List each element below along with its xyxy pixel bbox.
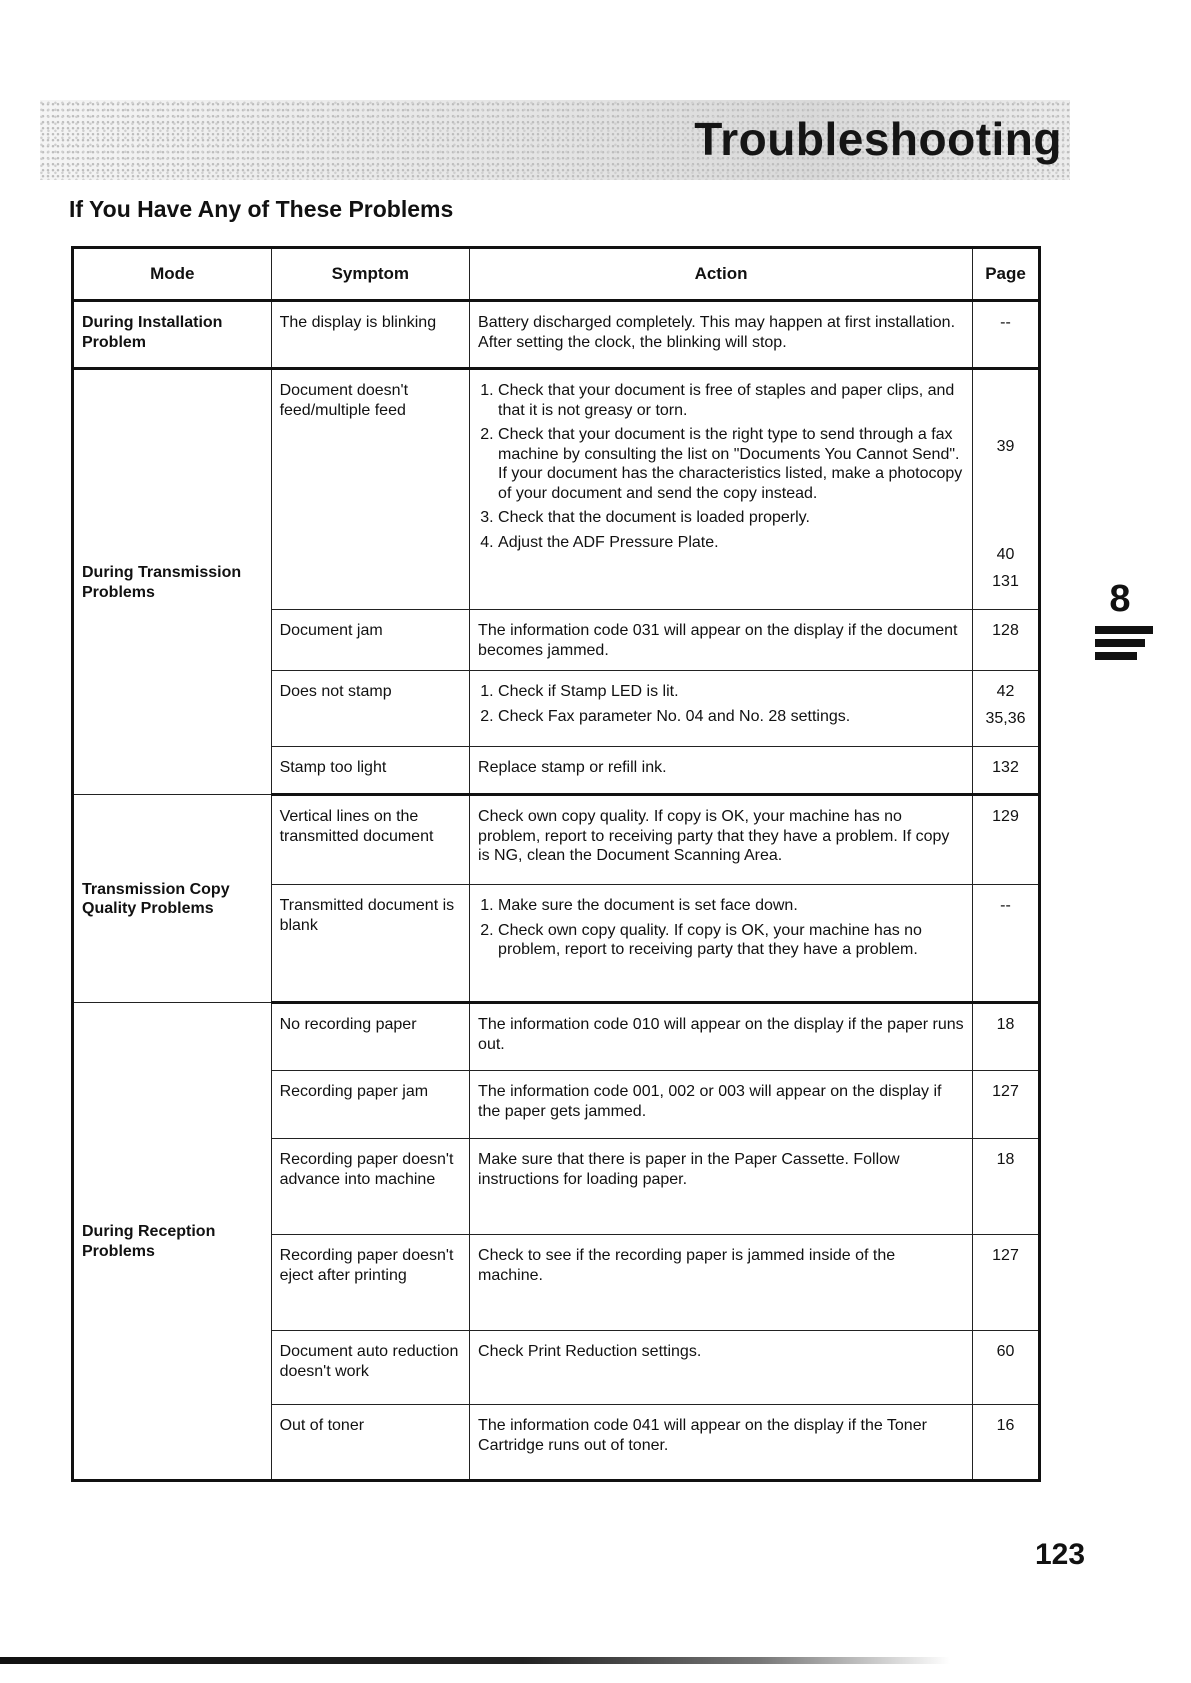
page-number: 123: [1035, 1538, 1086, 1571]
table-row: [73, 795, 1040, 885]
section-tab: [1095, 578, 1165, 660]
page-cell: [973, 369, 1040, 610]
header-action: Action: [470, 248, 973, 301]
action-cell: [470, 671, 973, 747]
action-step: 2. Check Fax parameter No. 04 and No. 28 settings.: [498, 707, 964, 727]
symptom-cell: Document auto reduction doesn't work: [271, 1331, 469, 1405]
symptom-cell: Recording paper doesn't eject after printing: [271, 1235, 469, 1331]
header-symptom: Symptom: [271, 248, 469, 301]
action-cell: Check own copy quality. If copy is OK, your machine has no problem, report to receiving party that they have a problem. If copy is NG, clean the Document Scanning Area.: [470, 795, 973, 885]
mode-cell: Transmission Copy Quality Problems: [73, 795, 272, 1003]
symptom-cell: Stamp too light: [271, 747, 469, 795]
tab-bar-decoration: [1095, 639, 1145, 647]
tab-bar-decoration: [1095, 626, 1153, 634]
action-step: 1. Check that your document is free of staples and paper clips, and that it is not greasy or torn.: [498, 381, 964, 420]
page-title: Troubleshooting: [694, 113, 1062, 165]
action-steps: [478, 682, 964, 726]
section-banner: [40, 100, 1070, 180]
action-step: 2. Check own copy quality. If copy is OK, your machine has no problem, report to receiving party that they have a problem.: [498, 921, 964, 960]
page-ref: 42: [996, 683, 1015, 701]
action-cell: [470, 885, 973, 1003]
header-page: Page: [973, 248, 1040, 301]
action-cell: The information code 041 will appear on the display if the Toner Cartridge runs out of toner.: [470, 1405, 973, 1481]
symptom-cell: Recording paper jam: [271, 1071, 469, 1139]
bottom-rule: [0, 1657, 950, 1664]
action-steps: [478, 381, 964, 552]
page-ref: --: [973, 885, 1040, 1003]
action-step: 1. Check if Stamp LED is lit.: [498, 682, 964, 702]
page-ref: 35,36: [985, 710, 1026, 728]
action-cell: Check Print Reduction settings.: [470, 1331, 973, 1405]
header-mode: Mode: [73, 248, 272, 301]
page-ref: 40: [996, 546, 1015, 563]
symptom-cell: Document jam: [271, 610, 469, 671]
table-row: [73, 301, 1040, 369]
symptom-cell: Document doesn't feed/multiple feed: [271, 369, 469, 610]
section-number: 8: [1109, 578, 1131, 620]
tab-bar-decoration: [1095, 652, 1137, 660]
page-ref: 18: [973, 1139, 1040, 1235]
mode-cell: During Transmission Problems: [73, 369, 272, 795]
action-cell: [470, 369, 973, 610]
symptom-cell: Transmitted document is blank: [271, 885, 469, 1003]
page-ref: 129: [973, 795, 1040, 885]
table-header-row: [73, 248, 1040, 301]
table-row: [73, 1003, 1040, 1071]
symptom-cell: Out of toner: [271, 1405, 469, 1481]
action-cell: The information code 031 will appear on the display if the document becomes jammed.: [470, 610, 973, 671]
page-ref: 60: [973, 1331, 1040, 1405]
page-ref: 128: [973, 610, 1040, 671]
symptom-cell: The display is blinking: [271, 301, 469, 369]
page-ref: 39: [996, 438, 1015, 455]
action-cell: Make sure that there is paper in the Paper Cassette. Follow instructions for loading paper.: [470, 1139, 973, 1235]
page-ref: 16: [973, 1405, 1040, 1481]
action-step: 2. Check that your document is the right type to send through a fax machine by consulting the list on "Documents You Cannot Send". If your document has the characteristics listed, make a photocopy of your document and send the copy instead.: [498, 425, 964, 503]
action-cell: Check to see if the recording paper is jammed inside of the machine.: [470, 1235, 973, 1331]
troubleshooting-table: [71, 246, 1041, 1482]
table-row: [73, 369, 1040, 610]
action-step: 3. Check that the document is loaded properly.: [498, 508, 964, 528]
action-steps: [478, 896, 964, 960]
action-cell: Replace stamp or refill ink.: [470, 747, 973, 795]
action-cell: The information code 001, 002 or 003 will appear on the display if the paper gets jammed.: [470, 1071, 973, 1139]
page-ref: --: [973, 301, 1040, 369]
action-cell: Battery discharged completely. This may happen at first installation. After setting the clock, the blinking will stop.: [470, 301, 973, 369]
symptom-cell: Vertical lines on the transmitted document: [271, 795, 469, 885]
action-step: 1. Make sure the document is set face down.: [498, 896, 964, 916]
section-subtitle: If You Have Any of These Problems: [69, 196, 454, 222]
page-ref: 132: [973, 747, 1040, 795]
symptom-cell: Does not stamp: [271, 671, 469, 747]
action-cell: The information code 010 will appear on the display if the paper runs out.: [470, 1003, 973, 1071]
mode-cell: During Reception Problems: [73, 1003, 272, 1481]
page-ref: 18: [973, 1003, 1040, 1071]
symptom-cell: Recording paper doesn't advance into machine: [271, 1139, 469, 1235]
page-cell: [973, 671, 1040, 747]
action-step: 4. Adjust the ADF Pressure Plate.: [498, 533, 964, 553]
page-ref: 131: [992, 573, 1019, 590]
mode-cell: During Installation Problem: [73, 301, 272, 369]
page-ref: 127: [973, 1235, 1040, 1331]
page-ref: 127: [973, 1071, 1040, 1139]
symptom-cell: No recording paper: [271, 1003, 469, 1071]
